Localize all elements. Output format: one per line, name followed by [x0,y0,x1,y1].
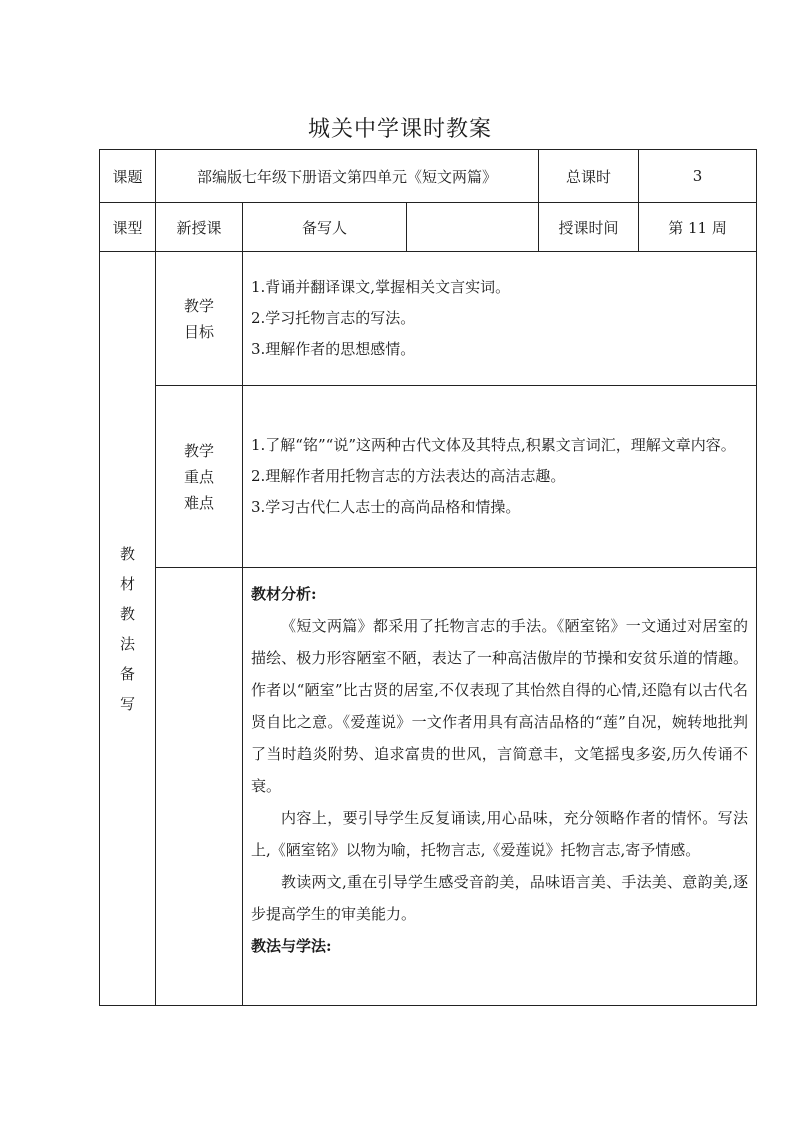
objectives-list [243,252,757,386]
teaching-time-value: 第 11 周 [639,203,757,252]
type-value: 新授课 [156,203,243,252]
lesson-plan-table [99,149,757,1006]
analysis-paragraph: 内容上，要引导学生反复诵读,用心品味，充分领略作者的情怀。写法上,《陋室铭》以物为喻，托物言志,《爱莲说》托物言志,寄予情感。 [251,809,749,859]
type-label: 课型 [100,203,156,252]
row-topic [100,150,757,203]
method-heading: 教法与学法: [251,937,332,955]
list-item: 2.理解作者用托物言志的方法表达的高洁志趣。 [251,467,566,485]
row-key-points [100,386,757,568]
total-lessons-label: 总课时 [539,150,639,203]
analysis-heading: 教材分析: [251,585,317,603]
teaching-time-label: 授课时间 [539,203,639,252]
analysis-paragraph: 教读两文,重在引导学生感受音韵美，品味语言美、手法美、意韵美,逐步提高学生的审美能力。 [251,873,749,923]
row-objectives [100,252,757,386]
analysis-content [243,568,757,1006]
preparer-value [407,203,539,252]
topic-value: 部编版七年级下册语文第四单元《短文两篇》 [156,150,539,203]
preparer-label: 备写人 [243,203,407,252]
row-type [100,203,757,252]
key-points-label: 教学 重点 难点 [156,386,243,568]
objectives-label: 教学 目标 [156,252,243,386]
topic-label: 课题 [100,150,156,203]
side-label: 教 材 教 法 备 写 [100,252,156,1006]
list-item: 2.学习托物言志的写法。 [251,309,416,327]
list-item: 3.理解作者的思想感情。 [251,340,416,358]
page-title: 城关中学课时教案 [307,117,492,142]
total-lessons-value: 3 [639,150,757,203]
list-item: 1.背诵并翻译课文,掌握相关文言实词。 [251,278,511,296]
list-item: 1.了解“铭”“说”这两种古代文体及其特点,积累文言词汇，理解文章内容。 [251,436,736,454]
key-points-list [243,386,757,568]
list-item: 3.学习古代仁人志士的高尚品格和情操。 [251,498,521,516]
row-analysis [100,568,757,1006]
analysis-paragraph: 《短文两篇》都采用了托物言志的手法。《陋室铭》一文通过对居室的描绘、极力形容陋室不陋，表达了一种高洁傲岸的节操和安贫乐道的情趣。作者以“陋室”比古贤的居室,不仅表现了其怡然自得的心情,还隐有以古代名贤自比之意。《爱莲说》一文作者用具有高洁品格的“莲”自况，婉转地批判了当时趋炎附势、追求富贵的世风，言简意丰，文笔摇曳多姿,历久传诵不衰。 [251,617,749,795]
analysis-label-empty [156,568,243,1006]
